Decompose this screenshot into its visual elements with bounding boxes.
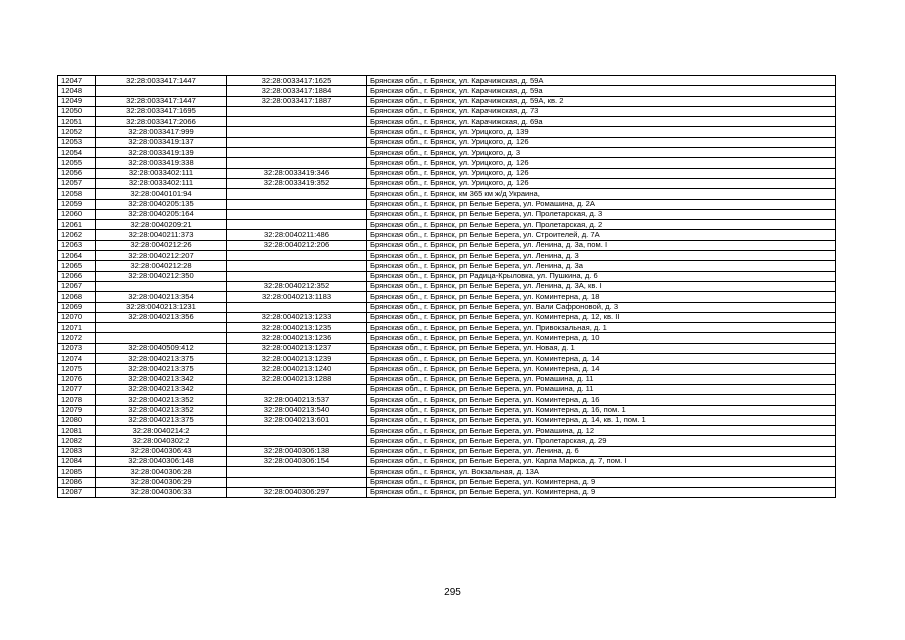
row-number-cell: 12079	[58, 405, 96, 415]
related-cadastral-number-cell: 32:28:0040213:1235	[227, 323, 367, 333]
cadastral-number-cell: 32:28:0033402:111	[96, 178, 227, 188]
related-cadastral-number-cell	[227, 199, 367, 209]
row-number-cell: 12057	[58, 178, 96, 188]
related-cadastral-number-cell	[227, 477, 367, 487]
cadastral-number-cell: 32:28:0040509:412	[96, 343, 227, 353]
table-row	[58, 178, 836, 188]
row-number-cell: 12066	[58, 271, 96, 281]
cadastral-number-cell: 32:28:0040213:375	[96, 354, 227, 364]
row-number-cell: 12067	[58, 281, 96, 291]
cadastral-number-cell: 32:28:0040306:29	[96, 477, 227, 487]
table-row	[58, 364, 836, 374]
cadastral-number-cell: 32:28:0040213:375	[96, 415, 227, 425]
address-cell: Брянская обл., г. Брянск, рп Белые Берега, ул. Привокзальная, д. 1	[367, 323, 836, 333]
address-cell: Брянская обл., г. Брянск, рп Белые Берега, ул. Коминтерна, д. 16	[367, 395, 836, 405]
row-number-cell: 12073	[58, 343, 96, 353]
cadastral-number-cell: 32:28:0040212:26	[96, 240, 227, 250]
table-row	[58, 312, 836, 322]
related-cadastral-number-cell	[227, 117, 367, 127]
cadastral-number-cell: 32:28:0040205:135	[96, 199, 227, 209]
address-cell: Брянская обл., г. Брянск, рп Белые Берега, ул. Ленина, д. 3а	[367, 261, 836, 271]
cadastral-number-cell: 32:28:0040306:33	[96, 487, 227, 497]
table-row	[58, 395, 836, 405]
address-cell: Брянская обл., г. Брянск, рп Белые Берега, ул. Ромашина, д. 11	[367, 384, 836, 394]
address-cell: Брянская обл., г. Брянск, рп Белые Берега, ул. Коминтерна, д. 12, кв. II	[367, 312, 836, 322]
address-cell: Брянская обл., г. Брянск, ул. Урицкого, д. 126	[367, 158, 836, 168]
related-cadastral-number-cell: 32:28:0040306:138	[227, 446, 367, 456]
table-row	[58, 137, 836, 147]
row-number-cell: 12062	[58, 230, 96, 240]
cadastral-number-cell: 32:28:0040213:342	[96, 374, 227, 384]
related-cadastral-number-cell: 32:28:0040213:1236	[227, 333, 367, 343]
cadastral-number-cell: 32:28:0033402:111	[96, 168, 227, 178]
row-number-cell: 12049	[58, 96, 96, 106]
related-cadastral-number-cell: 32:28:0033417:1625	[227, 76, 367, 86]
address-cell: Брянская обл., г. Брянск, рп Белые Берега, ул. Ромашина, д. 11	[367, 374, 836, 384]
address-cell: Брянская обл., г. Брянск, ул. Карачижская, д. 69а	[367, 117, 836, 127]
address-cell: Брянская обл., г. Брянск, ул. Урицкого, д. 126	[367, 178, 836, 188]
table-row	[58, 281, 836, 291]
table-row	[58, 456, 836, 466]
row-number-cell: 12055	[58, 158, 96, 168]
related-cadastral-number-cell: 32:28:0040213:1240	[227, 364, 367, 374]
row-number-cell: 12060	[58, 209, 96, 219]
related-cadastral-number-cell: 32:28:0040213:540	[227, 405, 367, 415]
related-cadastral-number-cell: 32:28:0033417:1887	[227, 96, 367, 106]
table-row	[58, 302, 836, 312]
table-row	[58, 436, 836, 446]
cadastral-number-cell	[96, 323, 227, 333]
address-cell: Брянская обл., г. Брянск, рп Белые Берега, ул. Пролетарская, д. 2	[367, 220, 836, 230]
row-number-cell: 12059	[58, 199, 96, 209]
table-row	[58, 106, 836, 116]
related-cadastral-number-cell: 32:28:0040212:206	[227, 240, 367, 250]
table-row	[58, 354, 836, 364]
address-cell: Брянская обл., г. Брянск, рп Белые Берега, ул. Коминтерна, д. 14, кв. 1, пом. 1	[367, 415, 836, 425]
table-row	[58, 477, 836, 487]
related-cadastral-number-cell: 32:28:0040213:601	[227, 415, 367, 425]
row-number-cell: 12052	[58, 127, 96, 137]
address-cell: Брянская обл., г. Брянск, ул. Карачижская, д. 73	[367, 106, 836, 116]
cadastral-number-cell: 32:28:0040212:207	[96, 251, 227, 261]
cadastral-number-cell: 32:28:0033419:137	[96, 137, 227, 147]
related-cadastral-number-cell: 32:28:0033417:1884	[227, 86, 367, 96]
row-number-cell: 12075	[58, 364, 96, 374]
row-number-cell: 12081	[58, 426, 96, 436]
row-number-cell: 12050	[58, 106, 96, 116]
cadastral-number-cell: 32:28:0040213:1231	[96, 302, 227, 312]
cadastral-number-cell: 32:28:0040101:94	[96, 189, 227, 199]
cadastral-number-cell: 32:28:0040213:375	[96, 364, 227, 374]
address-cell: Брянская обл., г. Брянск, рп Белые Берега, ул. Ленина, д. 3	[367, 251, 836, 261]
row-number-cell: 12061	[58, 220, 96, 230]
cadastral-number-cell: 32:28:0033417:1447	[96, 96, 227, 106]
table-row	[58, 251, 836, 261]
address-cell: Брянская обл., г. Брянск, рп Белые Берега, ул. Новая, д. 1	[367, 343, 836, 353]
cadastral-number-cell: 32:28:0033417:1447	[96, 76, 227, 86]
cadastral-number-cell	[96, 86, 227, 96]
cadastral-number-cell: 32:28:0040211:373	[96, 230, 227, 240]
related-cadastral-number-cell	[227, 251, 367, 261]
address-cell: Брянская обл., г. Брянск, рп Белые Берега, ул. Ленина, д. 3а, пом. I	[367, 240, 836, 250]
row-number-cell: 12076	[58, 374, 96, 384]
cadastral-number-cell: 32:28:0040306:28	[96, 467, 227, 477]
address-cell: Брянская обл., г. Брянск, ул. Карачижская, д. 59А, кв. 2	[367, 96, 836, 106]
cadastral-number-cell: 32:28:0040205:164	[96, 209, 227, 219]
cadastral-number-cell: 32:28:0040209:21	[96, 220, 227, 230]
table-row	[58, 76, 836, 86]
registry-table-body	[58, 76, 836, 498]
row-number-cell: 12063	[58, 240, 96, 250]
table-row	[58, 374, 836, 384]
cadastral-number-cell: 32:28:0033417:1695	[96, 106, 227, 116]
table-row	[58, 168, 836, 178]
address-cell: Брянская обл., г. Брянск, рп Белые Берега, ул. Коминтерна, д. 14	[367, 364, 836, 374]
related-cadastral-number-cell	[227, 158, 367, 168]
table-row	[58, 199, 836, 209]
related-cadastral-number-cell	[227, 302, 367, 312]
table-row	[58, 487, 836, 497]
table-row	[58, 446, 836, 456]
related-cadastral-number-cell	[227, 467, 367, 477]
table-row	[58, 158, 836, 168]
related-cadastral-number-cell: 32:28:0040306:297	[227, 487, 367, 497]
table-row	[58, 292, 836, 302]
row-number-cell: 12056	[58, 168, 96, 178]
cadastral-number-cell: 32:28:0040213:356	[96, 312, 227, 322]
table-row	[58, 230, 836, 240]
address-cell: Брянская обл., г. Брянск, рп Радица-Крыловка, ул. Пушкина, д. 6	[367, 271, 836, 281]
related-cadastral-number-cell: 32:28:0040306:154	[227, 456, 367, 466]
row-number-cell: 12047	[58, 76, 96, 86]
row-number-cell: 12074	[58, 354, 96, 364]
address-cell: Брянская обл., г. Брянск, рп Белые Берега, ул. Коминтерна, д. 18	[367, 292, 836, 302]
address-cell: Брянская обл., г. Брянск, ул. Вокзальная, д. 13А	[367, 467, 836, 477]
address-cell: Брянская обл., г. Брянск, рп Белые Берега, ул. Ромашина, д. 2А	[367, 199, 836, 209]
cadastral-number-cell: 32:28:0040214:2	[96, 426, 227, 436]
row-number-cell: 12082	[58, 436, 96, 446]
related-cadastral-number-cell: 32:28:0040213:1237	[227, 343, 367, 353]
related-cadastral-number-cell: 32:28:0033419:346	[227, 168, 367, 178]
cadastral-number-cell: 32:28:0040306:148	[96, 456, 227, 466]
address-cell: Брянская обл., г. Брянск, км 365 км ж/д Украина,	[367, 189, 836, 199]
registry-table	[57, 75, 836, 498]
related-cadastral-number-cell	[227, 384, 367, 394]
table-row	[58, 117, 836, 127]
row-number-cell: 12072	[58, 333, 96, 343]
cadastral-number-cell: 32:28:0033417:2066	[96, 117, 227, 127]
table-row	[58, 405, 836, 415]
page-number: 295	[444, 587, 461, 598]
table-row	[58, 240, 836, 250]
related-cadastral-number-cell	[227, 271, 367, 281]
address-cell: Брянская обл., г. Брянск, рп Белые Берега, ул. Коминтерна, д. 9	[367, 477, 836, 487]
row-number-cell: 12071	[58, 323, 96, 333]
related-cadastral-number-cell	[227, 261, 367, 271]
address-cell: Брянская обл., г. Брянск, рп Белые Берега, ул. Ленина, д. 3А, кв. I	[367, 281, 836, 291]
row-number-cell: 12053	[58, 137, 96, 147]
related-cadastral-number-cell	[227, 189, 367, 199]
table-row	[58, 220, 836, 230]
row-number-cell: 12065	[58, 261, 96, 271]
address-cell: Брянская обл., г. Брянск, ул. Карачижская, д. 59а	[367, 86, 836, 96]
related-cadastral-number-cell	[227, 106, 367, 116]
table-row	[58, 271, 836, 281]
row-number-cell: 12078	[58, 395, 96, 405]
row-number-cell: 12068	[58, 292, 96, 302]
related-cadastral-number-cell	[227, 436, 367, 446]
related-cadastral-number-cell: 32:28:0040213:537	[227, 395, 367, 405]
related-cadastral-number-cell	[227, 220, 367, 230]
row-number-cell: 12070	[58, 312, 96, 322]
address-cell: Брянская обл., г. Брянск, рп Белые Берега, ул. Коминтерна, д. 9	[367, 487, 836, 497]
related-cadastral-number-cell	[227, 148, 367, 158]
related-cadastral-number-cell: 32:28:0040213:1239	[227, 354, 367, 364]
related-cadastral-number-cell	[227, 209, 367, 219]
cadastral-number-cell: 32:28:0040213:354	[96, 292, 227, 302]
cadastral-number-cell: 32:28:0040302:2	[96, 436, 227, 446]
cadastral-number-cell: 32:28:0040213:352	[96, 405, 227, 415]
row-number-cell: 12048	[58, 86, 96, 96]
address-cell: Брянская обл., г. Брянск, рп Белые Берега, ул. Ромашина, д. 12	[367, 426, 836, 436]
table-row	[58, 426, 836, 436]
table-row	[58, 261, 836, 271]
row-number-cell: 12069	[58, 302, 96, 312]
row-number-cell: 12084	[58, 456, 96, 466]
cadastral-number-cell	[96, 333, 227, 343]
address-cell: Брянская обл., г. Брянск, рп Белые Берега, ул. Пролетарская, д. 29	[367, 436, 836, 446]
related-cadastral-number-cell: 32:28:0040213:1183	[227, 292, 367, 302]
address-cell: Брянская обл., г. Брянск, рп Белые Берега, ул. Коминтерна, д. 16, пом. 1	[367, 405, 836, 415]
row-number-cell: 12083	[58, 446, 96, 456]
cadastral-number-cell: 32:28:0040213:342	[96, 384, 227, 394]
row-number-cell: 12054	[58, 148, 96, 158]
cadastral-number-cell: 32:28:0040213:352	[96, 395, 227, 405]
address-cell: Брянская обл., г. Брянск, ул. Урицкого, д. 3	[367, 148, 836, 158]
related-cadastral-number-cell: 32:28:0040213:1288	[227, 374, 367, 384]
cadastral-number-cell: 32:28:0033417:999	[96, 127, 227, 137]
table-row	[58, 384, 836, 394]
table-row	[58, 189, 836, 199]
address-cell: Брянская обл., г. Брянск, рп Белые Берега, ул. Коминтерна, д. 10	[367, 333, 836, 343]
address-cell: Брянская обл., г. Брянск, рп Белые Берега, ул. Вали Сафроновой, д. 3	[367, 302, 836, 312]
table-row	[58, 467, 836, 477]
address-cell: Брянская обл., г. Брянск, ул. Урицкого, д. 126	[367, 168, 836, 178]
row-number-cell: 12064	[58, 251, 96, 261]
related-cadastral-number-cell	[227, 127, 367, 137]
address-cell: Брянская обл., г. Брянск, ул. Урицкого, д. 126	[367, 137, 836, 147]
address-cell: Брянская обл., г. Брянск, рп Белые Берега, ул. Коминтерна, д. 14	[367, 354, 836, 364]
table-row	[58, 415, 836, 425]
cadastral-number-cell: 32:28:0040306:43	[96, 446, 227, 456]
related-cadastral-number-cell: 32:28:0033419:352	[227, 178, 367, 188]
row-number-cell: 12077	[58, 384, 96, 394]
cadastral-number-cell: 32:28:0040212:350	[96, 271, 227, 281]
cadastral-number-cell	[96, 281, 227, 291]
address-cell: Брянская обл., г. Брянск, ул. Урицкого, д. 139	[367, 127, 836, 137]
address-cell: Брянская обл., г. Брянск, рп Белые Берега, ул. Ленина, д. 6	[367, 446, 836, 456]
table-row	[58, 343, 836, 353]
table-row	[58, 333, 836, 343]
row-number-cell: 12085	[58, 467, 96, 477]
table-row	[58, 127, 836, 137]
related-cadastral-number-cell: 32:28:0040212:352	[227, 281, 367, 291]
table-row	[58, 323, 836, 333]
address-cell: Брянская обл., г. Брянск, рп Белые Берега, ул. Пролетарская, д. 3	[367, 209, 836, 219]
cadastral-number-cell: 32:28:0040212:28	[96, 261, 227, 271]
table-row	[58, 148, 836, 158]
table-row	[58, 86, 836, 96]
row-number-cell: 12087	[58, 487, 96, 497]
cadastral-number-cell: 32:28:0033419:139	[96, 148, 227, 158]
related-cadastral-number-cell	[227, 137, 367, 147]
row-number-cell: 12080	[58, 415, 96, 425]
cadastral-number-cell: 32:28:0033419:338	[96, 158, 227, 168]
related-cadastral-number-cell	[227, 426, 367, 436]
related-cadastral-number-cell: 32:28:0040211:486	[227, 230, 367, 240]
address-cell: Брянская обл., г. Брянск, ул. Карачижская, д. 59А	[367, 76, 836, 86]
table-row	[58, 209, 836, 219]
row-number-cell: 12051	[58, 117, 96, 127]
row-number-cell: 12086	[58, 477, 96, 487]
address-cell: Брянская обл., г. Брянск, рп Белые Берега, ул. Строителей, д. 7А	[367, 230, 836, 240]
table-row	[58, 96, 836, 106]
address-cell: Брянская обл., г. Брянск, рп Белые Берега, ул. Карла Маркса, д. 7, пом. I	[367, 456, 836, 466]
related-cadastral-number-cell: 32:28:0040213:1233	[227, 312, 367, 322]
row-number-cell: 12058	[58, 189, 96, 199]
